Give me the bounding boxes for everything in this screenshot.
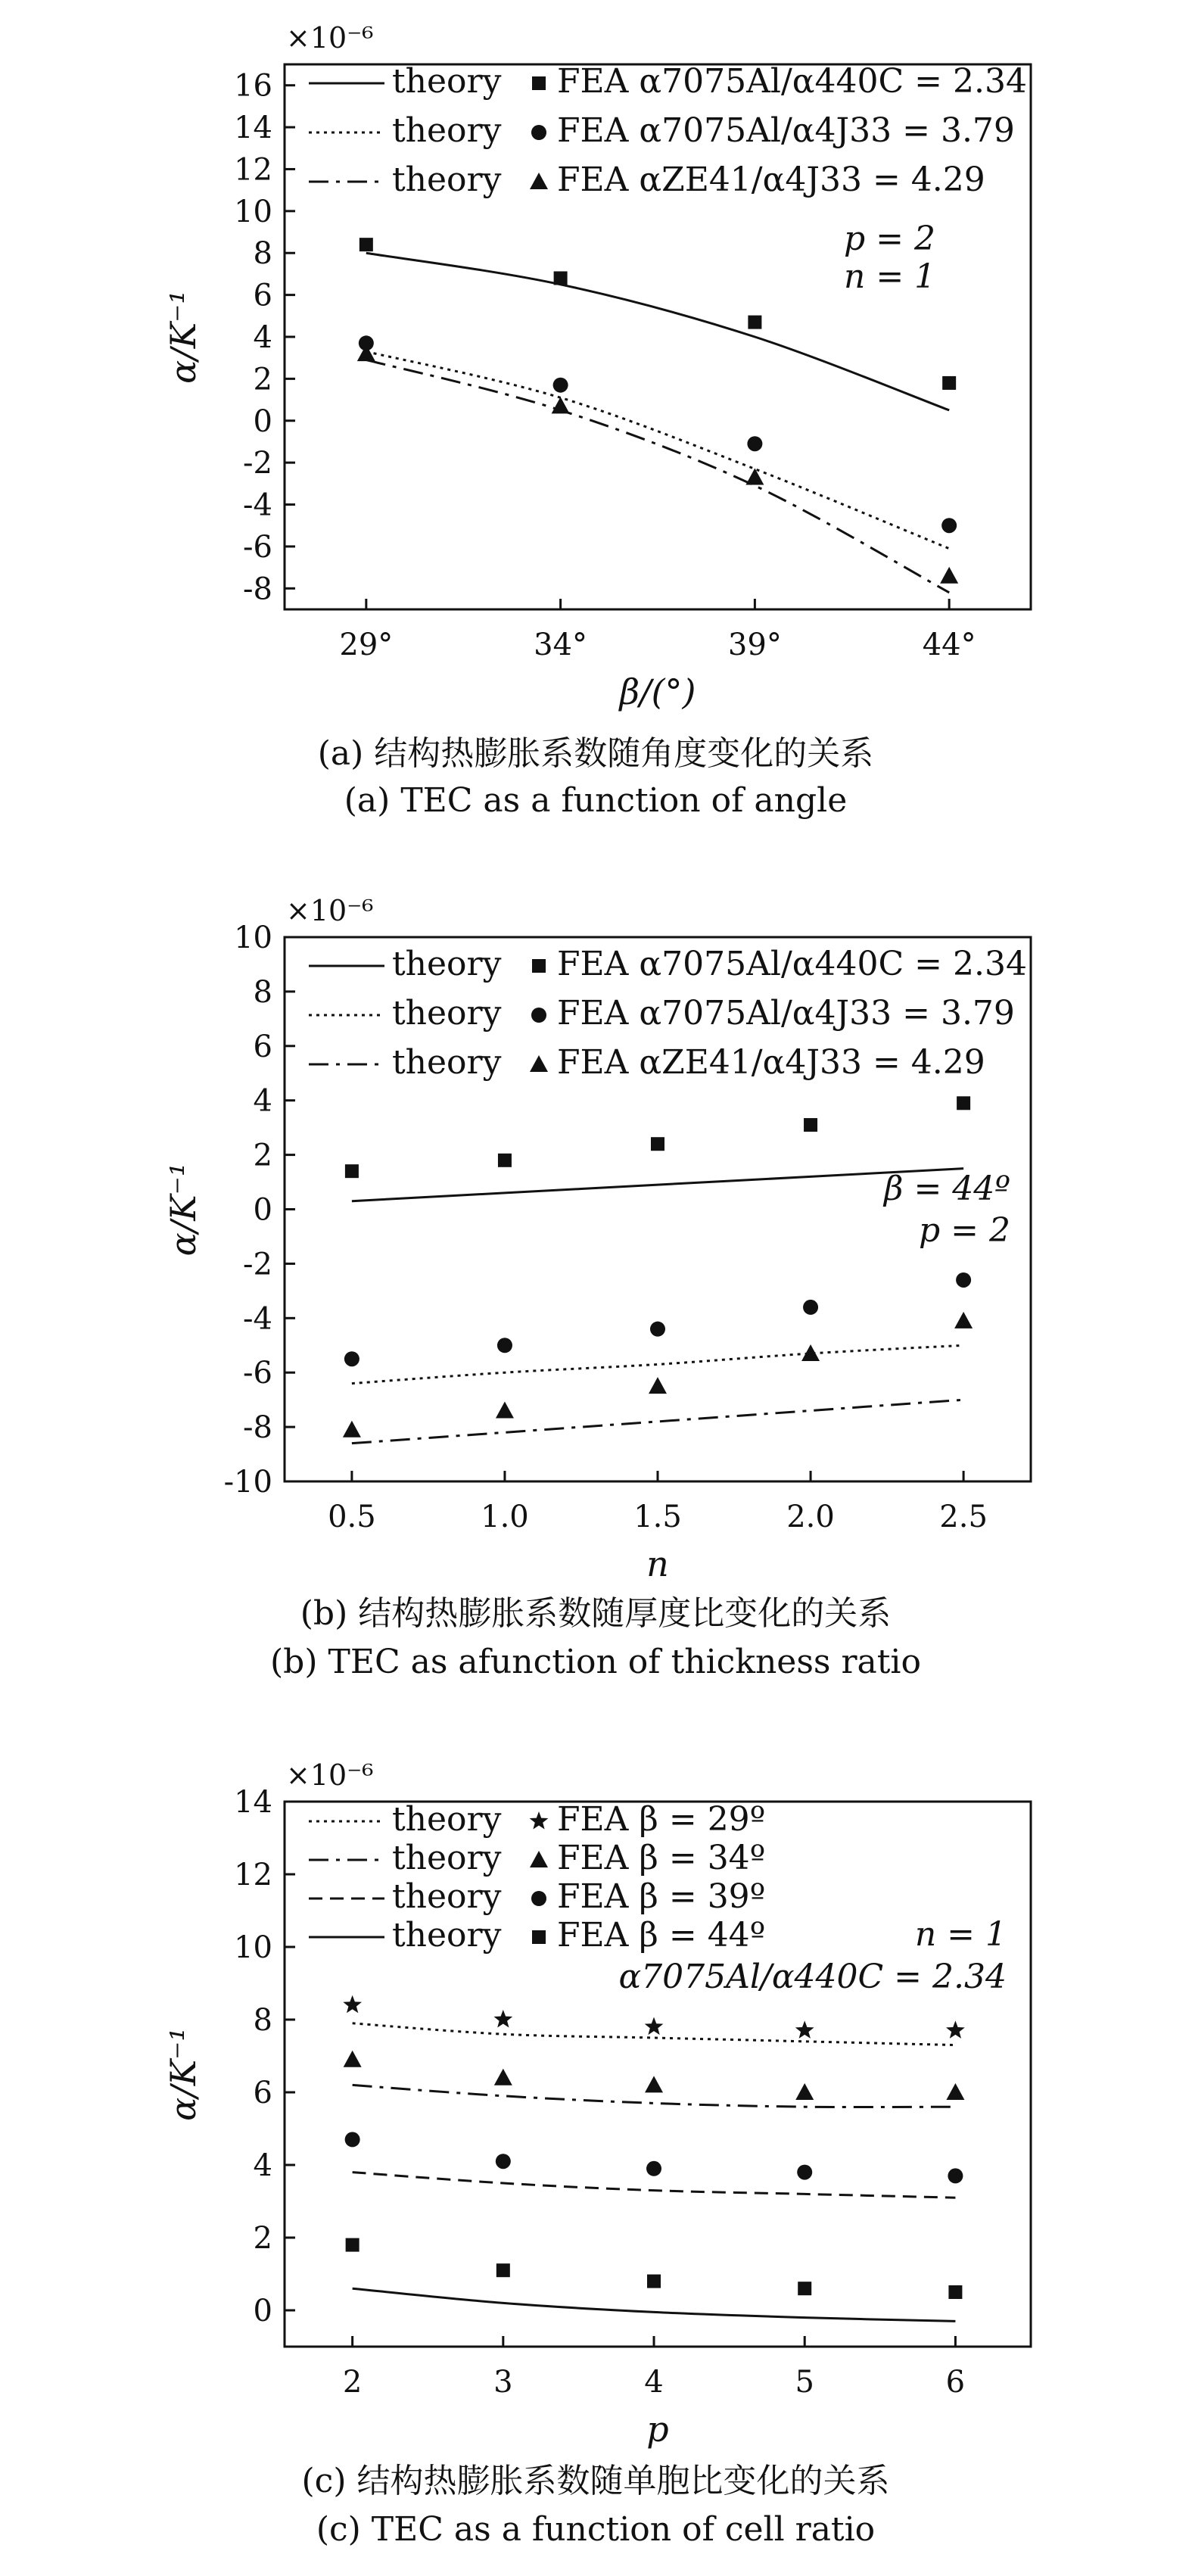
y-tick-label: 6 bbox=[253, 278, 272, 313]
y-tick-label: 6 bbox=[253, 2076, 272, 2110]
y-tick-label: 4 bbox=[253, 320, 272, 355]
y-tick-label: 10 bbox=[234, 920, 272, 955]
y-tick-label: 12 bbox=[234, 152, 272, 188]
legend-line-label: theory bbox=[392, 1877, 502, 1916]
x-tick-label: 39° bbox=[727, 628, 782, 662]
y-tick-label: -6 bbox=[243, 529, 272, 565]
y-tick-label: 8 bbox=[253, 236, 272, 272]
fea-point-0 bbox=[345, 1164, 359, 1178]
y-tick-label: 8 bbox=[253, 974, 272, 1010]
legend-line-label: theory bbox=[392, 111, 502, 150]
legend-marker-label: FEA α7075Al/α440C = 2.34 bbox=[557, 62, 1027, 101]
legend-marker bbox=[532, 959, 546, 973]
axis-scale-label: ×10⁻⁶ bbox=[286, 21, 374, 55]
fea-point-0 bbox=[795, 2020, 814, 2039]
fea-point-2 bbox=[345, 2132, 360, 2147]
fea-point-0 bbox=[748, 316, 761, 329]
y-tick-label: 14 bbox=[234, 1785, 272, 1820]
fea-point-0 bbox=[804, 1118, 817, 1132]
legend-line-label: theory bbox=[392, 994, 502, 1033]
fea-point-2 bbox=[797, 2165, 812, 2180]
y-tick-label: 2 bbox=[253, 2221, 272, 2256]
y-tick-label: -10 bbox=[223, 1465, 272, 1500]
y-tick-label: 2 bbox=[253, 362, 272, 397]
legend-marker bbox=[531, 1008, 546, 1023]
caption-cn: (b) 结构热膨胀系数随厚度比变化的关系 bbox=[300, 1594, 892, 1633]
chart-panel-a bbox=[163, 21, 1031, 820]
fea-point-1 bbox=[946, 2083, 964, 2100]
chart-panel-b bbox=[163, 894, 1031, 1681]
x-axis-title: p bbox=[646, 2409, 669, 2450]
fea-point-2 bbox=[954, 1312, 973, 1328]
fea-point-1 bbox=[747, 436, 762, 451]
legend-marker-label: FEA αZE41/α4J33 = 4.29 bbox=[557, 1043, 985, 1082]
axis-scale-label: ×10⁻⁶ bbox=[286, 894, 374, 927]
y-tick-label: -2 bbox=[243, 1247, 272, 1282]
fea-point-1 bbox=[497, 1338, 512, 1353]
y-tick-label: 8 bbox=[253, 2003, 272, 2038]
y-tick-label: -4 bbox=[243, 487, 272, 523]
y-axis-title: α/K⁻¹ bbox=[163, 1162, 204, 1257]
chart-annotation: p = 2 bbox=[844, 220, 935, 258]
legend-line-label: theory bbox=[392, 62, 502, 101]
fea-point-0 bbox=[498, 1154, 512, 1167]
fea-point-0 bbox=[494, 2010, 513, 2028]
y-tick-label: 0 bbox=[253, 1192, 272, 1228]
y-tick-label: 12 bbox=[234, 1858, 272, 1892]
legend-marker-label: FEA α7075Al/α4J33 = 3.79 bbox=[557, 111, 1015, 150]
legend-marker-label: FEA β = 34º bbox=[557, 1839, 766, 1877]
y-tick-label: 6 bbox=[253, 1029, 272, 1064]
fea-point-0 bbox=[942, 376, 956, 390]
theory-curve-2 bbox=[352, 1400, 963, 1443]
fea-point-3 bbox=[948, 2285, 962, 2299]
fea-point-2 bbox=[940, 567, 958, 584]
fea-point-1 bbox=[553, 378, 568, 393]
chart-annotation: n = 1 bbox=[844, 257, 936, 296]
chart-annotation: p = 2 bbox=[919, 1211, 1010, 1250]
fea-point-1 bbox=[645, 2076, 663, 2092]
x-tick-label: 3 bbox=[493, 2365, 513, 2400]
fea-point-2 bbox=[646, 2161, 661, 2176]
legend-marker-label: FEA β = 29º bbox=[557, 1800, 766, 1839]
legend-marker-label: FEA α7075Al/α4J33 = 3.79 bbox=[557, 994, 1015, 1033]
y-tick-label: 10 bbox=[234, 1930, 272, 1965]
legend-marker-label: FEA α7075Al/α440C = 2.34 bbox=[557, 945, 1027, 983]
x-tick-label: 5 bbox=[795, 2365, 814, 2400]
fea-point-0 bbox=[645, 2017, 664, 2036]
legend-marker-label: FEA αZE41/α4J33 = 4.29 bbox=[557, 160, 985, 199]
caption-en: (b) TEC as afunction of thickness ratio bbox=[270, 1643, 921, 1681]
x-tick-label: 34° bbox=[534, 628, 588, 662]
legend-marker bbox=[532, 76, 546, 90]
fea-point-0 bbox=[359, 238, 373, 251]
theory-curve-3 bbox=[353, 2288, 956, 2321]
legend-line-label: theory bbox=[392, 945, 502, 983]
fea-point-3 bbox=[798, 2282, 811, 2295]
y-tick-label: 0 bbox=[253, 403, 272, 439]
x-tick-label: 2.0 bbox=[786, 1500, 835, 1534]
legend-marker bbox=[530, 173, 548, 189]
legend-line-label: theory bbox=[392, 160, 502, 199]
fea-point-2 bbox=[343, 1421, 361, 1438]
caption-cn: (c) 结构热膨胀系数随单胞比变化的关系 bbox=[301, 2462, 890, 2500]
fea-point-3 bbox=[346, 2238, 359, 2252]
y-axis-title: α/K⁻¹ bbox=[163, 290, 204, 384]
legend-line-label: theory bbox=[392, 1043, 502, 1082]
y-axis-title: α/K⁻¹ bbox=[163, 2027, 204, 2121]
fea-point-0 bbox=[957, 1096, 970, 1110]
fea-point-0 bbox=[946, 2020, 965, 2039]
fea-point-0 bbox=[554, 271, 568, 285]
y-tick-label: 16 bbox=[234, 68, 272, 104]
y-tick-label: -2 bbox=[243, 446, 272, 481]
legend-line-label: theory bbox=[392, 1916, 502, 1955]
legend-marker bbox=[532, 1930, 546, 1944]
legend-line-label: theory bbox=[392, 1839, 502, 1877]
fea-point-1 bbox=[344, 1351, 359, 1366]
legend-marker bbox=[531, 1891, 546, 1906]
fea-point-1 bbox=[956, 1272, 971, 1288]
y-tick-label: -8 bbox=[243, 572, 272, 607]
caption-en: (c) TEC as a function of cell ratio bbox=[316, 2510, 876, 2549]
y-tick-label: -6 bbox=[243, 1356, 272, 1391]
x-axis-title: n bbox=[646, 1543, 669, 1584]
theory-curve-2 bbox=[366, 360, 949, 592]
fea-point-2 bbox=[745, 469, 764, 485]
fea-point-1 bbox=[650, 1322, 665, 1337]
chart-annotation: n = 1 bbox=[914, 1915, 1007, 1954]
fea-point-1 bbox=[795, 2083, 814, 2100]
fea-point-2 bbox=[801, 1344, 820, 1361]
y-tick-label: 2 bbox=[253, 1138, 272, 1173]
fea-point-2 bbox=[649, 1377, 667, 1394]
x-tick-label: 6 bbox=[945, 2365, 966, 2400]
x-tick-label: 2 bbox=[342, 2365, 363, 2400]
caption-cn: (a) 结构热膨胀系数随角度变化的关系 bbox=[317, 734, 874, 773]
fea-point-1 bbox=[803, 1300, 818, 1315]
fea-point-2 bbox=[496, 1402, 514, 1419]
x-tick-label: 1.0 bbox=[481, 1500, 529, 1534]
fea-point-2 bbox=[496, 2154, 511, 2169]
fea-point-1 bbox=[494, 2069, 512, 2085]
y-tick-label: 4 bbox=[253, 1083, 272, 1119]
legend-marker bbox=[530, 1851, 548, 1867]
x-tick-label: 44° bbox=[922, 628, 976, 662]
x-tick-label: 1.5 bbox=[633, 1500, 682, 1534]
fea-point-1 bbox=[941, 518, 957, 533]
legend-marker-label: FEA β = 44º bbox=[557, 1916, 766, 1955]
fea-point-1 bbox=[344, 2051, 362, 2067]
fea-point-3 bbox=[496, 2263, 510, 2277]
y-tick-label: 14 bbox=[234, 111, 272, 146]
y-tick-label: 10 bbox=[234, 194, 272, 229]
fea-point-0 bbox=[651, 1137, 664, 1151]
x-tick-label: 4 bbox=[644, 2365, 664, 2400]
chart-annotation: α7075Al/α440C = 2.34 bbox=[618, 1958, 1007, 1996]
fea-point-3 bbox=[647, 2275, 661, 2288]
legend-marker-label: FEA β = 39º bbox=[557, 1877, 766, 1916]
caption-en: (a) TEC as a function of angle bbox=[344, 781, 848, 820]
legend-line-label: theory bbox=[392, 1800, 502, 1839]
legend-marker bbox=[530, 1055, 548, 1072]
y-tick-label: 0 bbox=[253, 2294, 272, 2328]
x-axis-title: β/(°) bbox=[619, 671, 696, 712]
x-tick-label: 29° bbox=[339, 628, 394, 662]
x-tick-label: 0.5 bbox=[328, 1500, 376, 1534]
theory-curve-0 bbox=[352, 1169, 963, 1201]
chart-annotation: β = 44º bbox=[884, 1170, 1010, 1208]
fea-point-2 bbox=[948, 2168, 963, 2183]
legend-marker bbox=[530, 1811, 549, 1830]
y-tick-label: -4 bbox=[243, 1301, 272, 1337]
y-tick-label: 4 bbox=[253, 2148, 272, 2183]
legend-marker bbox=[531, 125, 546, 140]
y-tick-label: -8 bbox=[243, 1410, 272, 1446]
fea-point-0 bbox=[343, 1995, 362, 2014]
chart-panel-c bbox=[163, 1758, 1031, 2549]
axis-scale-label: ×10⁻⁶ bbox=[286, 1758, 374, 1792]
x-tick-label: 2.5 bbox=[939, 1500, 988, 1534]
